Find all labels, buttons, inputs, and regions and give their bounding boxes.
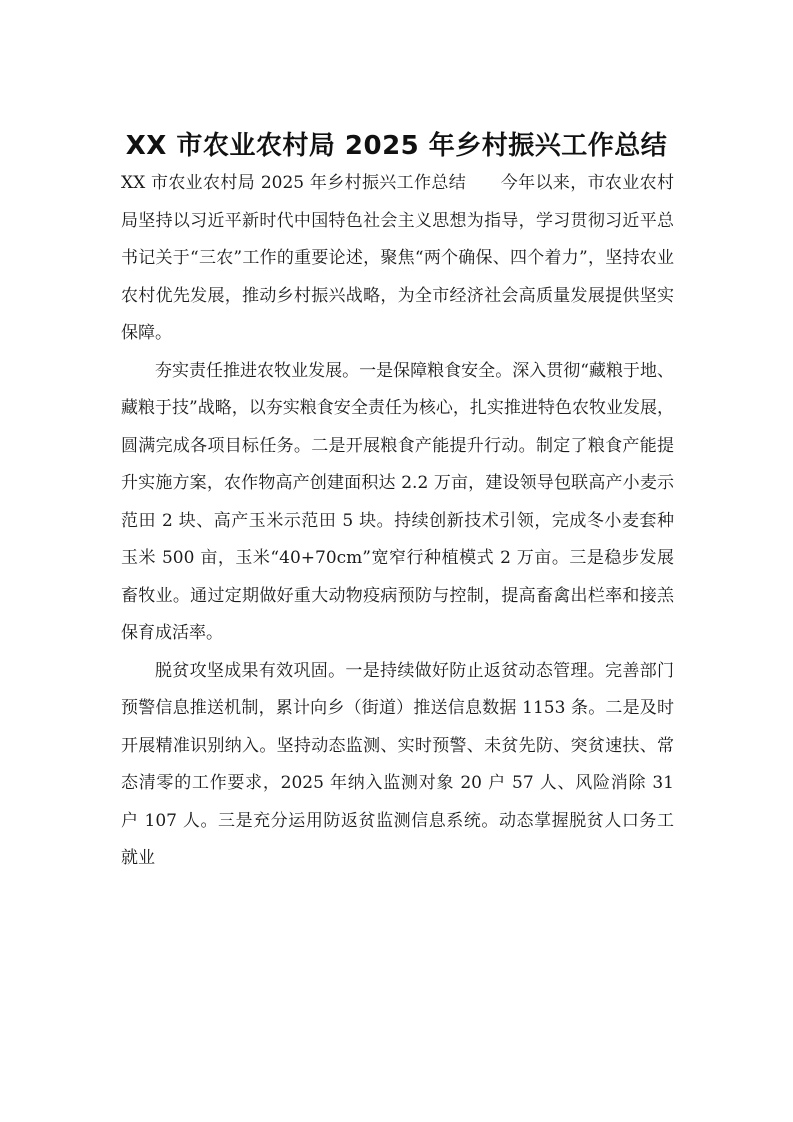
document-title: XX 市农业农村局 2025 年乡村振兴工作总结 <box>125 131 668 161</box>
document-body <box>121 165 674 878</box>
paragraph-intro: XX 市农业农村局 2025 年乡村振兴工作总结 今年以来，市农业农村局坚持以习近平新时代中国特色社会主义思想为指导，学习贯彻习近平总书记关于“三农”工作的重要论述，聚焦“两个确保、四个着力”，坚持农业农村优先发展，推动乡村振兴战略，为全市经济社会高质量发展提供坚实保障。 <box>121 173 674 343</box>
paragraph-poverty: 脱贫攻坚成果有效巩固。一是持续做好防止返贫动态管理。完善部门预警信息推送机制，累计向乡（街道）推送信息数据 1153 条。二是及时开展精准识别纳入。坚持动态监测、实时预警、未贫先防、突贫速扶、常态清零的工作要求，2025 年纳入监测对象 20 户 57 人、风险消除 31 户 107 人。三是充分运用防返贫监测信息系统。动态掌握脱贫人口务工就业 <box>121 660 674 868</box>
paragraph-agriculture: 夯实责任推进农牧业发展。一是保障粮食安全。深入贯彻“藏粮于地、藏粮于技”战略，以夯实粮食安全责任为核心，扎实推进特色农牧业发展，圆满完成各项目标任务。二是开展粮食产能提升行动。制定了粮食产能提升实施方案，农作物高产创建面积达 2.2 万亩，建设领导包联高产小麦示范田 2 块、高产玉米示范田 5 块。持续创新技术引领，完成冬小麦套种玉米 500 亩，玉米“40+70cm”宽窄行种植模式 2 万亩。三是稳步发展畜牧业。通过定期做好重大动物疫病预防与控制，提高畜禽出栏率和接羔保育成活率。 <box>121 360 674 643</box>
